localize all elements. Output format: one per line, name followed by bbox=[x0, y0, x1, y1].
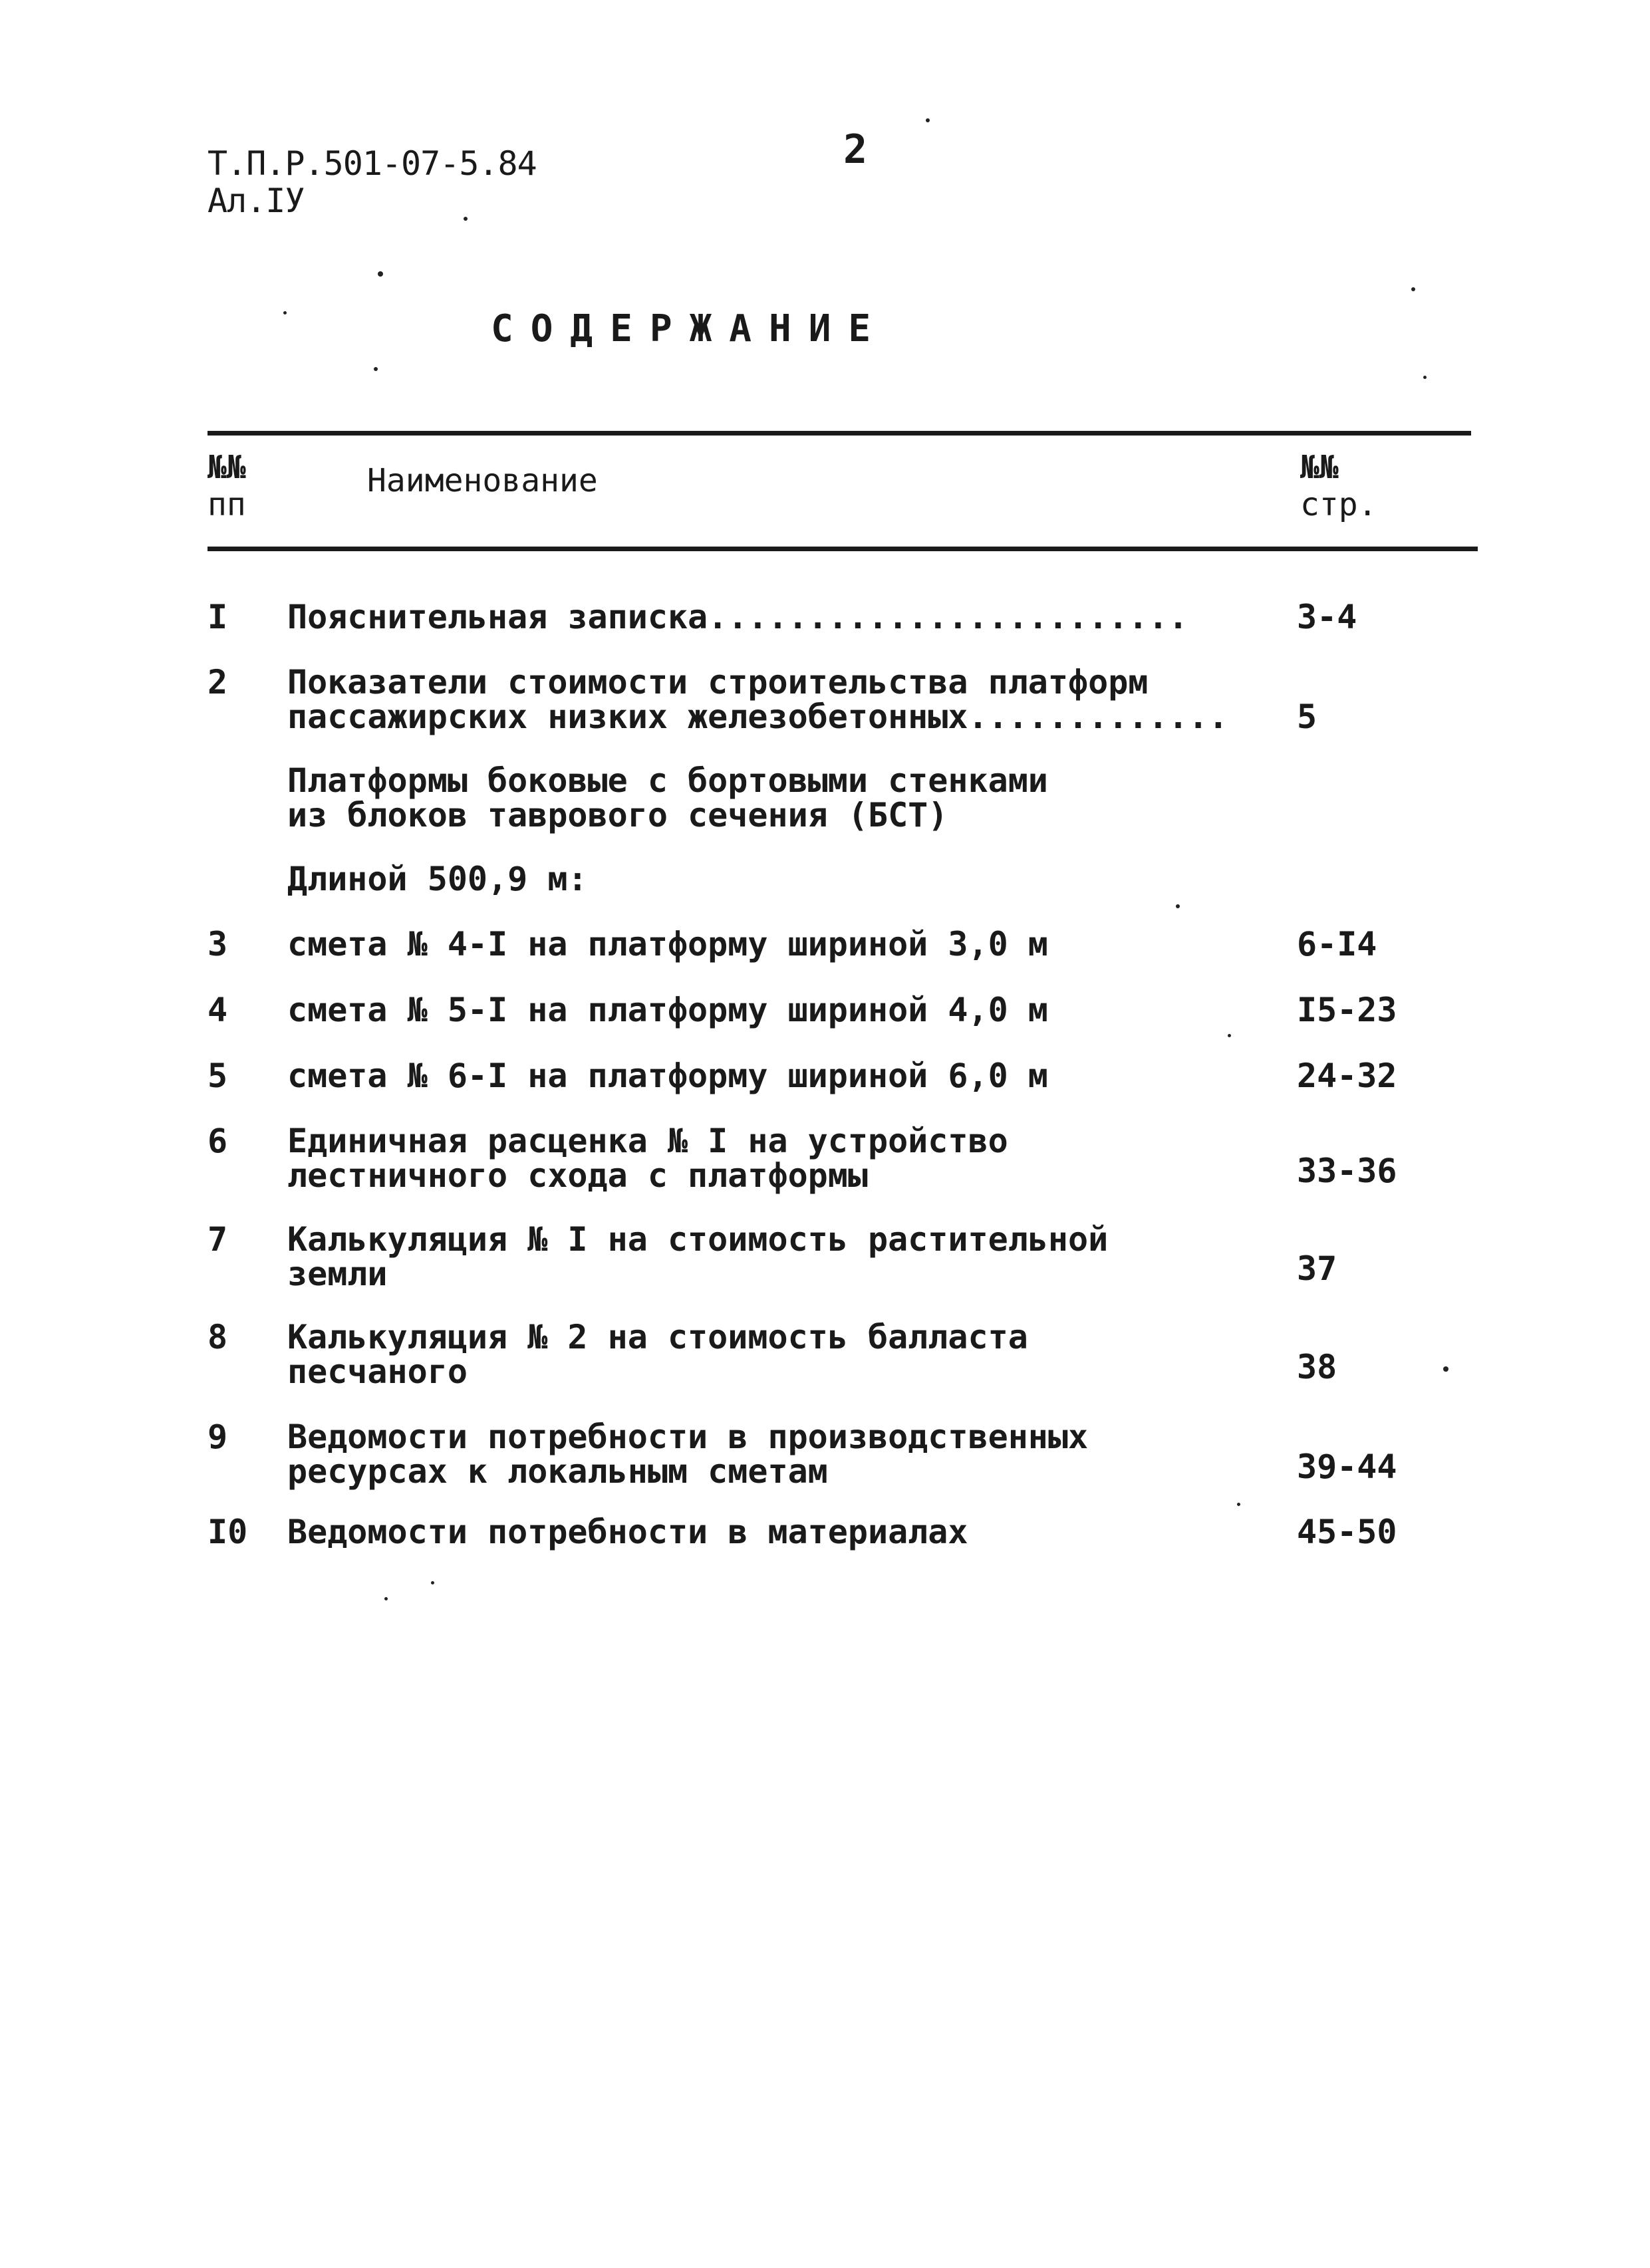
toc-row-title bbox=[287, 665, 1228, 734]
toc-row-title-line: пассажирских низких железобетонных............. bbox=[287, 697, 1228, 736]
table-top-rule bbox=[207, 431, 1471, 436]
toc-row-title-line: Ведомости потребности в производственных bbox=[287, 1418, 1089, 1456]
page-number: 2 bbox=[843, 126, 868, 173]
toc-row-title-line: смета № 4-I на платформу шириной 3,0 м bbox=[287, 925, 1048, 963]
column-header-number bbox=[207, 449, 246, 523]
toc-row-page: 45-50 bbox=[1297, 1513, 1397, 1551]
toc-row-number: 5 bbox=[207, 1057, 228, 1095]
toc-row-title-line: Пояснительная записка........................ bbox=[287, 598, 1188, 636]
toc-row-title bbox=[287, 993, 1048, 1027]
toc-row-title-line: земли bbox=[287, 1255, 388, 1293]
toc-row-title bbox=[287, 1420, 1088, 1489]
toc-row-title-line: Единичная расценка № I на устройство bbox=[287, 1122, 1008, 1160]
toc-row-title bbox=[287, 1059, 1048, 1093]
toc-row-title-line: Калькуляция № 2 на стоимость балласта bbox=[287, 1318, 1028, 1356]
toc-row-page: 33-36 bbox=[1297, 1152, 1397, 1190]
toc-row-title-line: Калькуляция № I на стоимость растительной bbox=[287, 1220, 1109, 1259]
document-code-line-2: Ал.IУ bbox=[207, 182, 305, 220]
toc-row-title-line: лестничного схода с платформы bbox=[287, 1156, 868, 1195]
toc-row-title bbox=[287, 600, 1188, 634]
page-title: СОДЕРЖАНИЕ bbox=[491, 307, 889, 350]
column-header-name: Наименование bbox=[367, 462, 598, 499]
toc-row-page: 3-4 bbox=[1297, 598, 1357, 636]
scan-speck bbox=[1176, 904, 1180, 908]
toc-row-page: 38 bbox=[1297, 1348, 1337, 1386]
toc-row-title bbox=[287, 927, 1048, 961]
toc-row-number: 3 bbox=[207, 925, 228, 963]
toc-row-number: 2 bbox=[207, 663, 228, 701]
toc-row-title bbox=[287, 1124, 1008, 1193]
toc-row-number: 4 bbox=[207, 991, 228, 1029]
scan-speck bbox=[1237, 1503, 1240, 1506]
toc-row-number: 6 bbox=[207, 1122, 228, 1160]
toc-row-title-line: Показатели стоимости строительства платформ bbox=[287, 663, 1149, 701]
toc-subheading bbox=[287, 862, 588, 896]
table-header-rule bbox=[207, 547, 1478, 551]
toc-row-number: I0 bbox=[207, 1513, 248, 1551]
toc-row-page: 24-32 bbox=[1297, 1057, 1397, 1095]
scan-speck bbox=[926, 118, 930, 122]
scan-speck bbox=[378, 271, 383, 277]
scan-speck bbox=[1228, 1034, 1231, 1037]
toc-row-page: 5 bbox=[1297, 697, 1317, 736]
scan-speck bbox=[431, 1581, 434, 1584]
toc-row-number: 8 bbox=[207, 1318, 228, 1356]
toc-row-title-line: смета № 6-I на платформу шириной 6,0 м bbox=[287, 1057, 1048, 1095]
toc-row-title-line: ресурсах к локальным сметам bbox=[287, 1452, 828, 1491]
toc-subheading-line: Платформы боковые с бортовыми стенками bbox=[287, 761, 1048, 800]
toc-row-title bbox=[287, 1320, 1028, 1389]
scan-speck bbox=[1443, 1366, 1448, 1372]
column-header-number-label: пп bbox=[207, 486, 246, 523]
scan-speck bbox=[1423, 376, 1427, 379]
toc-row-page: I5-23 bbox=[1297, 991, 1397, 1029]
column-header-page-mark: №№ bbox=[1300, 449, 1339, 486]
document-code-line-1: Т.П.Р.501-07-5.84 bbox=[207, 144, 537, 183]
scan-speck bbox=[1411, 287, 1415, 291]
toc-row-page: 6-I4 bbox=[1297, 925, 1377, 963]
toc-row-number: 9 bbox=[207, 1418, 228, 1456]
toc-row-page: 37 bbox=[1297, 1249, 1337, 1288]
toc-subheading-line: Длиной 500,9 м: bbox=[287, 860, 588, 898]
toc-row-number: I bbox=[207, 598, 228, 636]
toc-row-title-line: смета № 5-I на платформу шириной 4,0 м bbox=[287, 991, 1048, 1029]
scan-speck bbox=[374, 367, 378, 371]
scan-speck bbox=[283, 311, 287, 315]
toc-row-title-line: песчаного bbox=[287, 1352, 468, 1391]
column-header-page bbox=[1300, 449, 1377, 523]
toc-row-title bbox=[287, 1515, 968, 1549]
toc-row-title bbox=[287, 1222, 1108, 1291]
column-header-number-mark: №№ bbox=[207, 449, 246, 486]
toc-row-title-line: Ведомости потребности в материалах bbox=[287, 1513, 968, 1551]
scan-speck bbox=[384, 1597, 388, 1600]
scan-speck bbox=[464, 217, 468, 221]
toc-row-number: 7 bbox=[207, 1220, 228, 1259]
toc-row-page: 39-44 bbox=[1297, 1448, 1397, 1486]
document-code bbox=[207, 145, 537, 219]
column-header-page-label: стр. bbox=[1300, 486, 1377, 523]
toc-subheading-line: из блоков таврового сечения (БСТ) bbox=[287, 796, 948, 834]
toc-subheading bbox=[287, 763, 1048, 832]
